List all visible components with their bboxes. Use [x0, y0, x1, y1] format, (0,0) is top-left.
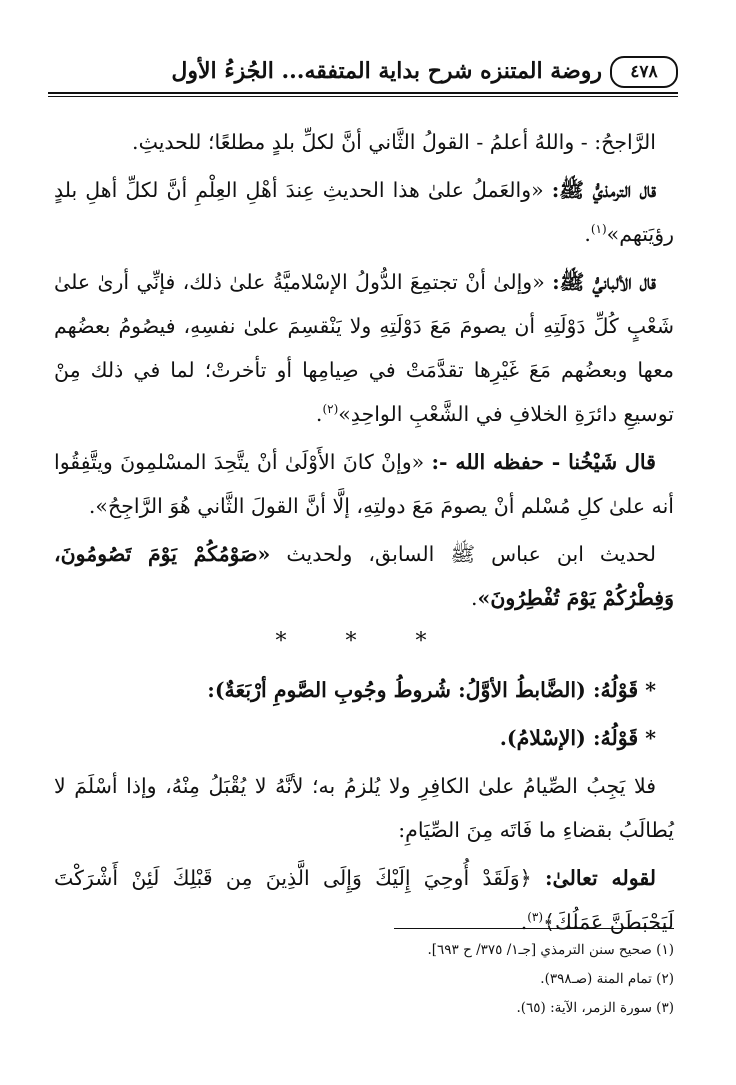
quote-label: قال الألبانيُّ ﷺ: [552, 270, 656, 294]
main-text [54, 120, 674, 948]
page-header [48, 52, 678, 98]
page-number-badge [610, 56, 678, 88]
hadith-text: «صَوْمُكُمْ يَوْمَ تَصُومُونَ، وَفِطْرُكُمْ يَوْمَ تُفْطِرُونَ» [54, 542, 674, 610]
footnote-2: (٢) تمام المنة (صـ٣٩٨). [540, 971, 674, 987]
footnote-ref[interactable]: (٣) [527, 910, 544, 925]
paragraph-tirmidhi: قال الترمذيُّ ﷺ: «والعَملُ علىٰ هذا الحديثِ عِندَ أهْلِ العِلْمِ أنَّ لكلِّ أهلِ بلدٍ رؤيَتهم»$^{(١)}$. [54, 178, 674, 246]
paragraph-verse: لقوله تعالىٰ: ﴿وَلَقَدْ أُوحِيَ إِلَيْكَ وَإِلَى الَّذِينَ مِن قَبْلِكَ لَئِنْ أَشْرَكْتَ لَيَحْبَطَنَّ عَمَلُكَ﴾$^{(٣)}$. [54, 866, 674, 934]
quote-text: «والعَملُ علىٰ هذا الحديثِ عِندَ أهْلِ العِلْمِ أنَّ لكلِّ أهلِ بلدٍ رؤيَتهم» [54, 178, 674, 246]
footnote-rule [394, 928, 674, 929]
verse-label: لقوله تعالىٰ: [544, 866, 656, 890]
matn-item-1: * قَوْلُهُ: (الضَّابطُ الأوَّلُ: شُروطُ وجُوبِ الصَّومِ أرْبَعَةٌ): [207, 678, 656, 702]
footnote-ref[interactable]: (١) [590, 222, 607, 237]
book-title: روضة المتنزه شرح بداية المتفقه... الجُزءُ الأول [171, 58, 602, 84]
quote-text: «وإنْ كانَ الأَوْلَىٰ أنْ يتَّحِدَ المسْلمِونَ ويتَّفِقُوا أنه علىٰ كلِ مُسْلم أنْ يصومَ مَعَ دولتِهِ، إلَّا أنَّ القولَ الثَّاني هُوَ الرَّاجِحُ». [54, 450, 674, 518]
paragraph-hadith: لحديث ابن عباس ﷺ السابق، ولحديث «صَوْمُكُمْ يَوْمَ تَصُومُونَ، وَفِطْرُكُمْ يَوْمَ تُفْطِرُونَ». [54, 542, 674, 610]
header-rule-thin [48, 96, 678, 97]
quote-label: قال شَيْخُنا - حفظه الله -: [431, 450, 656, 474]
footnote-3: (٣) سورة الزمر، الآية: (٦٥). [516, 1000, 674, 1016]
hadith-intro: لحديث ابن عباس ﷺ السابق، ولحديث [286, 542, 656, 566]
quote-text: «وإلىٰ أنْ تجتمِعَ الدُّولُ الإسْلاميَّةُ علىٰ ذلك، فإنِّي أرىٰ علىٰ شَعْبٍ كُلِّ دَوْلَتِهِ أن يصومَ مَعَ دَوْلَتِهِ ولا يَنْقسِمَ علىٰ نفسِهِ، فيصُومُ بعضُهم معها وبعضُهم مَعَ غَيْرِها تقدَّمَتْ في صِيامِها أو تأخرتْ؛ لما في ذلك مِنْ توسيعِ دائرَةِ الخلافِ في الشَّعْبِ الواحِدِ» [54, 270, 674, 426]
paragraph-albani: قال الألبانيُّ ﷺ: «وإلىٰ أنْ تجتمِعَ الدُّولُ الإسْلاميَّةُ علىٰ ذلك، فإنِّي أرىٰ علىٰ شَعْبٍ كُلِّ دَوْلَتِهِ أن يصومَ مَعَ دَوْلَتِهِ ولا يَنْقسِمَ علىٰ نفسِهِ، فيصُومُ بعضُهم معها وبعضُهم مَعَ غَيْرِها تقدَّمَتْ في صِيامِها أو تأخرتْ؛ لما في ذلك مِنْ توسيعِ دائرَةِ الخلافِ في الشَّعْبِ الواحِدِ»$^{(٢)}$. [54, 270, 674, 426]
footnotes [114, 936, 674, 1023]
paragraph-rajih: الرَّاجحُ: - واللهُ أعلمُ - القولُ الثَّاني أنَّ لكلِّ بلدٍ مطلعًا؛ للحديثِ. [132, 130, 656, 154]
quran-verse: ﴿وَلَقَدْ أُوحِيَ إِلَيْكَ وَإِلَى الَّذِينَ مِن قَبْلِكَ لَئِنْ أَشْرَكْتَ لَيَحْبَطَنَّ عَمَلُكَ﴾ [54, 866, 674, 934]
footnote-ref[interactable]: (٢) [322, 402, 339, 417]
quote-label: قال الترمذيُّ ﷺ: [551, 178, 656, 202]
section-divider-stars: * * * [275, 629, 453, 654]
header-rule [48, 92, 678, 94]
paragraph-shaykh [54, 440, 674, 528]
footnote-1: (١) صحيح سنن الترمذي [جـ١/ ٣٧٥/ ح ٦٩٣]. [427, 942, 674, 958]
matn-item-2: * قَوْلُهُ: (الإسْلامُ). [499, 726, 656, 750]
paragraph-kafir: فلا يَجِبُ الصِّيامُ علىٰ الكافِرِ ولا يُلزمُ به؛ لأنَّهُ لا يُقْبَلُ مِنْهُ، وإذا أسْلَمَ لا يُطالَبُ بقضاءِ ما فَاتَه مِنَ الصِّيَامِ: [54, 774, 674, 842]
page-number: ٤٧٨ [630, 62, 658, 82]
